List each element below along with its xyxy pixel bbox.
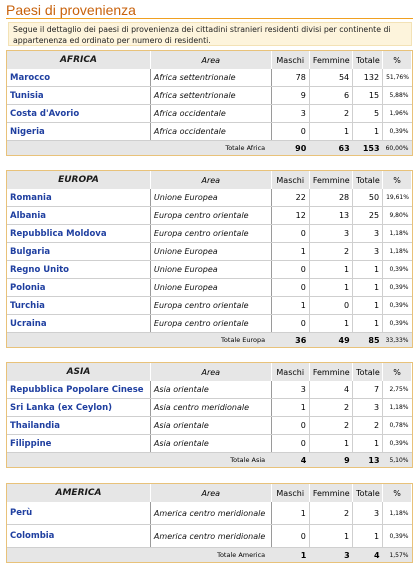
total-maschi: 36 bbox=[271, 333, 309, 348]
area-cell: Unione Europea bbox=[150, 243, 271, 261]
area-cell: Africa settentrionale bbox=[150, 69, 271, 87]
country-link[interactable]: Tunisia bbox=[7, 87, 150, 105]
country-link[interactable]: Ucraina bbox=[7, 315, 150, 333]
area-cell: Europa centro orientale bbox=[150, 207, 271, 225]
continent-table-africa bbox=[6, 50, 413, 156]
country-link[interactable]: Nigeria bbox=[7, 123, 150, 141]
maschi-cell: 1 bbox=[271, 297, 309, 315]
table-header-row bbox=[7, 363, 412, 381]
femmine-cell: 2 bbox=[309, 417, 352, 435]
percent-header: % bbox=[383, 51, 412, 69]
area-cell: Asia centro meridionale bbox=[150, 399, 271, 417]
country-link[interactable]: Bulgaria bbox=[7, 243, 150, 261]
femmine-cell: 1 bbox=[309, 525, 352, 548]
femmine-cell: 1 bbox=[309, 123, 352, 141]
totale-cell: 132 bbox=[353, 69, 383, 87]
percent-cell: 0,78% bbox=[383, 417, 412, 435]
table-row bbox=[7, 435, 412, 453]
table-row bbox=[7, 297, 412, 315]
total-percent: 33,33% bbox=[383, 333, 412, 348]
continent-table-america bbox=[6, 483, 413, 563]
area-cell: Africa settentrionale bbox=[150, 87, 271, 105]
total-femmine: 9 bbox=[309, 453, 352, 468]
femmine-cell: 28 bbox=[309, 189, 352, 207]
country-link[interactable]: Thailandia bbox=[7, 417, 150, 435]
area-cell: Unione Europea bbox=[150, 189, 271, 207]
maschi-header: Maschi bbox=[271, 51, 309, 69]
total-percent: 1,57% bbox=[383, 548, 412, 563]
country-link[interactable]: Marocco bbox=[7, 69, 150, 87]
percent-cell: 0,39% bbox=[383, 123, 412, 141]
table-row bbox=[7, 243, 412, 261]
percent-header: % bbox=[383, 484, 412, 502]
table-header-row bbox=[7, 51, 412, 69]
femmine-header: Femmine bbox=[309, 51, 352, 69]
country-link[interactable]: Polonia bbox=[7, 279, 150, 297]
table-row bbox=[7, 315, 412, 333]
femmine-cell: 0 bbox=[309, 297, 352, 315]
percent-cell: 51,76% bbox=[383, 69, 412, 87]
table-header-row bbox=[7, 171, 412, 189]
maschi-cell: 0 bbox=[271, 279, 309, 297]
table-row bbox=[7, 261, 412, 279]
percent-cell: 2,75% bbox=[383, 381, 412, 399]
area-cell: Asia orientale bbox=[150, 381, 271, 399]
africa-table bbox=[7, 51, 412, 155]
maschi-cell: 0 bbox=[271, 525, 309, 548]
maschi-cell: 9 bbox=[271, 87, 309, 105]
total-label: Totale Asia bbox=[7, 453, 271, 468]
intro-text: Segue il dettaglio dei paesi di provenienza dei cittadini stranieri residenti divisi per continente di appartenenza ed ordinato per numero di residenti. bbox=[13, 25, 391, 45]
maschi-header: Maschi bbox=[271, 363, 309, 381]
country-link[interactable]: Filippine bbox=[7, 435, 150, 453]
area-cell: Asia orientale bbox=[150, 417, 271, 435]
table-row bbox=[7, 69, 412, 87]
femmine-cell: 2 bbox=[309, 243, 352, 261]
femmine-header: Femmine bbox=[309, 363, 352, 381]
femmine-cell: 2 bbox=[309, 105, 352, 123]
total-totale: 153 bbox=[353, 141, 383, 156]
totale-header: Totale bbox=[353, 51, 383, 69]
totale-cell: 1 bbox=[353, 123, 383, 141]
totale-cell: 3 bbox=[353, 502, 383, 525]
totale-cell: 5 bbox=[353, 105, 383, 123]
america-table bbox=[7, 484, 412, 562]
maschi-header: Maschi bbox=[271, 171, 309, 189]
table-row bbox=[7, 399, 412, 417]
table-row bbox=[7, 381, 412, 399]
maschi-cell: 12 bbox=[271, 207, 309, 225]
percent-cell: 0,39% bbox=[383, 261, 412, 279]
femmine-cell: 1 bbox=[309, 261, 352, 279]
total-maschi: 1 bbox=[271, 548, 309, 563]
continent-name: AFRICA bbox=[7, 51, 150, 69]
maschi-cell: 1 bbox=[271, 243, 309, 261]
totale-cell: 1 bbox=[353, 525, 383, 548]
total-maschi: 4 bbox=[271, 453, 309, 468]
femmine-cell: 6 bbox=[309, 87, 352, 105]
total-label: Totale Europa bbox=[7, 333, 271, 348]
percent-cell: 1,96% bbox=[383, 105, 412, 123]
totale-cell: 1 bbox=[353, 261, 383, 279]
country-link[interactable]: Albania bbox=[7, 207, 150, 225]
area-cell: Unione Europea bbox=[150, 279, 271, 297]
country-link[interactable]: Repubblica Popolare Cinese bbox=[7, 381, 150, 399]
maschi-cell: 22 bbox=[271, 189, 309, 207]
totale-cell: 1 bbox=[353, 279, 383, 297]
area-cell: Africa occidentale bbox=[150, 105, 271, 123]
country-link[interactable]: Romania bbox=[7, 189, 150, 207]
totale-header: Totale bbox=[353, 171, 383, 189]
total-label: Totale America bbox=[7, 548, 271, 563]
percent-cell: 0,39% bbox=[383, 279, 412, 297]
percent-cell: 0,39% bbox=[383, 297, 412, 315]
total-totale: 4 bbox=[353, 548, 383, 563]
area-cell: America centro meridionale bbox=[150, 525, 271, 548]
femmine-cell: 3 bbox=[309, 225, 352, 243]
totale-header: Totale bbox=[353, 484, 383, 502]
femmine-cell: 54 bbox=[309, 69, 352, 87]
femmine-cell: 1 bbox=[309, 279, 352, 297]
percent-cell: 9,80% bbox=[383, 207, 412, 225]
maschi-cell: 0 bbox=[271, 123, 309, 141]
percent-header: % bbox=[383, 171, 412, 189]
continent-table-asia bbox=[6, 362, 413, 468]
country-link[interactable]: Regno Unito bbox=[7, 261, 150, 279]
total-maschi: 90 bbox=[271, 141, 309, 156]
country-link[interactable]: Sri Lanka (ex Ceylon) bbox=[7, 399, 150, 417]
totale-cell: 1 bbox=[353, 315, 383, 333]
area-header: Area bbox=[150, 171, 271, 189]
table-row bbox=[7, 189, 412, 207]
country-link[interactable]: Repubblica Moldova bbox=[7, 225, 150, 243]
area-cell: Asia orientale bbox=[150, 435, 271, 453]
country-link[interactable]: Turchia bbox=[7, 297, 150, 315]
table-header-row bbox=[7, 484, 412, 502]
percent-cell: 0,39% bbox=[383, 435, 412, 453]
femmine-cell: 1 bbox=[309, 435, 352, 453]
area-header: Area bbox=[150, 484, 271, 502]
maschi-cell: 3 bbox=[271, 381, 309, 399]
area-cell: Europa centro orientale bbox=[150, 315, 271, 333]
area-cell: Africa occidentale bbox=[150, 123, 271, 141]
totale-cell: 2 bbox=[353, 417, 383, 435]
title-divider bbox=[6, 18, 413, 19]
table-row bbox=[7, 207, 412, 225]
totale-cell: 3 bbox=[353, 225, 383, 243]
total-totale: 13 bbox=[353, 453, 383, 468]
country-link[interactable]: Colombia bbox=[7, 525, 150, 548]
total-row bbox=[7, 548, 412, 563]
continent-name: AMERICA bbox=[7, 484, 150, 502]
totale-cell: 50 bbox=[353, 189, 383, 207]
percent-header: % bbox=[383, 363, 412, 381]
totale-cell: 3 bbox=[353, 243, 383, 261]
maschi-cell: 0 bbox=[271, 225, 309, 243]
page-title: Paesi di provenienza bbox=[6, 2, 136, 18]
maschi-cell: 0 bbox=[271, 435, 309, 453]
total-row bbox=[7, 141, 412, 156]
percent-cell: 5,88% bbox=[383, 87, 412, 105]
femmine-cell: 13 bbox=[309, 207, 352, 225]
totale-cell: 1 bbox=[353, 297, 383, 315]
maschi-header: Maschi bbox=[271, 484, 309, 502]
maschi-cell: 3 bbox=[271, 105, 309, 123]
table-row bbox=[7, 123, 412, 141]
table-row bbox=[7, 279, 412, 297]
femmine-header: Femmine bbox=[309, 171, 352, 189]
intro-box bbox=[8, 22, 412, 46]
femmine-cell: 2 bbox=[309, 399, 352, 417]
asia-table bbox=[7, 363, 412, 467]
total-percent: 60,00% bbox=[383, 141, 412, 156]
maschi-cell: 0 bbox=[271, 315, 309, 333]
table-row bbox=[7, 502, 412, 525]
total-label: Totale Africa bbox=[7, 141, 271, 156]
area-cell: Europa centro orientale bbox=[150, 225, 271, 243]
table-row bbox=[7, 225, 412, 243]
percent-cell: 0,39% bbox=[383, 525, 412, 548]
totale-cell: 3 bbox=[353, 399, 383, 417]
country-link[interactable]: Perù bbox=[7, 502, 150, 525]
continent-name: ASIA bbox=[7, 363, 150, 381]
area-header: Area bbox=[150, 51, 271, 69]
percent-cell: 19,61% bbox=[383, 189, 412, 207]
area-cell: Europa centro orientale bbox=[150, 297, 271, 315]
total-femmine: 3 bbox=[309, 548, 352, 563]
country-link[interactable]: Costa d'Avorio bbox=[7, 105, 150, 123]
total-row bbox=[7, 333, 412, 348]
femmine-cell: 2 bbox=[309, 502, 352, 525]
total-row bbox=[7, 453, 412, 468]
percent-cell: 1,18% bbox=[383, 399, 412, 417]
maschi-cell: 78 bbox=[271, 69, 309, 87]
totale-cell: 1 bbox=[353, 435, 383, 453]
totale-cell: 7 bbox=[353, 381, 383, 399]
maschi-cell: 1 bbox=[271, 502, 309, 525]
total-totale: 85 bbox=[353, 333, 383, 348]
femmine-cell: 1 bbox=[309, 315, 352, 333]
maschi-cell: 0 bbox=[271, 261, 309, 279]
totale-cell: 15 bbox=[353, 87, 383, 105]
table-row bbox=[7, 525, 412, 548]
percent-cell: 1,18% bbox=[383, 243, 412, 261]
total-percent: 5,10% bbox=[383, 453, 412, 468]
table-row bbox=[7, 417, 412, 435]
continent-table-europa bbox=[6, 170, 413, 348]
total-femmine: 63 bbox=[309, 141, 352, 156]
percent-cell: 1,18% bbox=[383, 225, 412, 243]
area-header: Area bbox=[150, 363, 271, 381]
area-cell: America centro meridionale bbox=[150, 502, 271, 525]
percent-cell: 1,18% bbox=[383, 502, 412, 525]
europa-table bbox=[7, 171, 412, 347]
continent-name: EUROPA bbox=[7, 171, 150, 189]
table-row bbox=[7, 105, 412, 123]
totale-header: Totale bbox=[353, 363, 383, 381]
percent-cell: 0,39% bbox=[383, 315, 412, 333]
maschi-cell: 0 bbox=[271, 417, 309, 435]
femmine-header: Femmine bbox=[309, 484, 352, 502]
table-row bbox=[7, 87, 412, 105]
femmine-cell: 4 bbox=[309, 381, 352, 399]
totale-cell: 25 bbox=[353, 207, 383, 225]
maschi-cell: 1 bbox=[271, 399, 309, 417]
area-cell: Unione Europea bbox=[150, 261, 271, 279]
total-femmine: 49 bbox=[309, 333, 352, 348]
